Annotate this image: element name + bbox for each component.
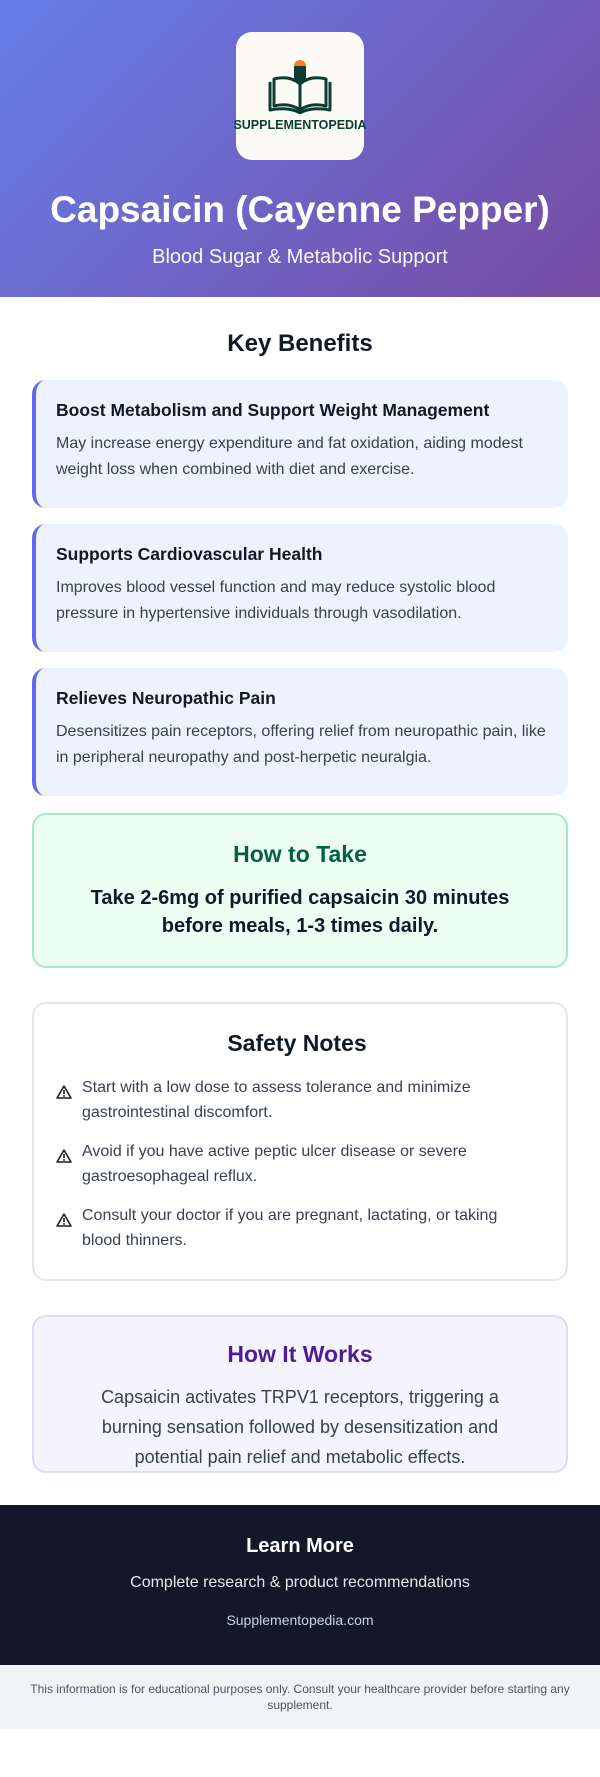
safety-item xyxy=(56,1203,538,1253)
brand-logo xyxy=(233,32,367,160)
warning-icon xyxy=(56,1149,72,1163)
page-title: Capsaicin (Cayenne Pepper) xyxy=(50,189,550,230)
hero-header xyxy=(0,0,600,297)
learn-more-subtitle: Complete research & product recommendations xyxy=(130,1574,470,1591)
disclaimer: This information is for educational purposes only. Consult your healthcare provider before starting any supplement. xyxy=(0,1665,600,1729)
benefit-description: Desensitizes pain receptors, offering relief from neuropathic pain, like in peripheral neuropathy and post-herpetic neuralgia. xyxy=(56,723,546,766)
safety-notes-card xyxy=(32,1002,568,1281)
how-to-take-card xyxy=(32,813,568,968)
benefit-title: Supports Cardiovascular Health xyxy=(56,544,323,564)
benefit-title: Boost Metabolism and Support Weight Management xyxy=(56,400,490,420)
benefit-card xyxy=(32,380,568,508)
benefit-card xyxy=(32,668,568,796)
benefits-heading: Key Benefits xyxy=(227,330,373,357)
benefit-description: May increase energy expenditure and fat oxidation, aiding modest weight loss when combined with diet and exercise. xyxy=(56,435,523,478)
safety-item xyxy=(56,1075,538,1125)
safety-text: Start with a low dose to assess tolerance and minimize gastrointestinal discomfort. xyxy=(82,1079,471,1121)
warning-icon xyxy=(56,1085,72,1099)
benefit-description: Improves blood vessel function and may reduce systolic blood pressure in hypertensive individuals through vasodilation. xyxy=(56,579,496,622)
how-it-works-text: Capsaicin activates TRPV1 receptors, triggering a burning sensation followed by desensitization and potential pain relief and metabolic effects. xyxy=(101,1387,499,1467)
learn-more-footer xyxy=(0,1505,600,1665)
dosage-text: Take 2-6mg of purified capsaicin 30 minutes before meals, 1-3 times daily. xyxy=(90,887,510,937)
how-to-take-heading: How to Take xyxy=(233,841,367,867)
page-subtitle: Blood Sugar & Metabolic Support xyxy=(152,246,448,269)
book-capsule-icon xyxy=(268,60,332,114)
site-link[interactable]: Supplementopedia.com xyxy=(226,1612,374,1628)
warning-icon xyxy=(56,1213,72,1227)
benefits-list xyxy=(32,380,568,796)
safety-text: Consult your doctor if you are pregnant, lactating, or taking blood thinners. xyxy=(82,1207,498,1249)
benefit-card xyxy=(32,524,568,652)
how-it-works-card xyxy=(32,1315,568,1473)
how-it-works-heading: How It Works xyxy=(227,1341,373,1367)
main-content xyxy=(0,330,600,1473)
learn-more-heading: Learn More xyxy=(246,1535,354,1557)
safety-heading: Safety Notes xyxy=(227,1030,367,1056)
safety-item xyxy=(56,1139,538,1189)
safety-text: Avoid if you have active peptic ulcer disease or severe gastroesophageal reflux. xyxy=(82,1143,467,1185)
benefit-title: Relieves Neuropathic Pain xyxy=(56,688,276,708)
logo-wordmark: SUPPLEMENTOPEDIA xyxy=(233,118,367,132)
